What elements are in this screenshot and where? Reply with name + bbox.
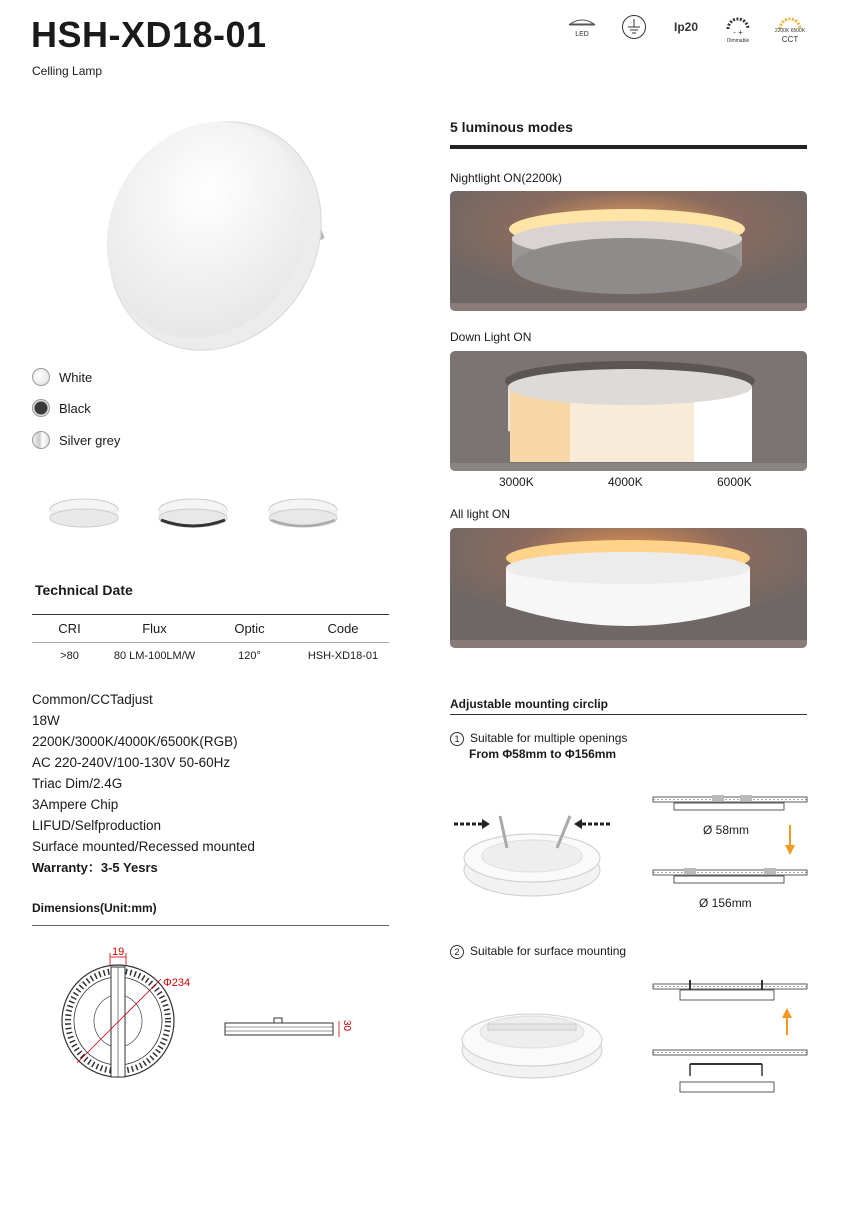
- cct-label: 4000K: [608, 475, 643, 489]
- ceiling-58-drawing: [652, 793, 808, 822]
- dimension-top-drawing: [55, 945, 205, 1090]
- product-image: [95, 110, 330, 365]
- ip-rating-icon: Ip20: [673, 20, 698, 34]
- surface-mounted-drawing: [652, 980, 808, 1009]
- product-subtitle: Celling Lamp: [32, 64, 103, 78]
- divider: [450, 145, 807, 149]
- warranty: Warranty：3-5 Yesrs: [32, 860, 158, 875]
- white-swatch-icon: [32, 368, 50, 386]
- step-number: 2: [450, 945, 464, 959]
- table-cell: >80: [60, 650, 79, 662]
- spec-line: Surface mounted/Recessed mounted: [32, 839, 255, 854]
- dimensions-heading: Dimensions(Unit:mm): [32, 901, 157, 915]
- dimmable-icon: - + Dimmable: [719, 14, 757, 44]
- arrow-down-icon: [783, 825, 797, 862]
- feature-icons: [563, 14, 809, 44]
- spec-line: 2200K/3000K/4000K/6500K(RGB): [32, 734, 238, 749]
- mounting-step-2: 2 Suitable for surface mounting: [450, 944, 626, 959]
- downlight-label: Down Light ON: [450, 330, 532, 344]
- led-icon: LED: [563, 14, 601, 38]
- ceiling-156-drawing: [652, 866, 808, 895]
- alllight-label: All light ON: [450, 507, 511, 521]
- divider: [450, 714, 807, 715]
- table-cell: 120°: [238, 650, 261, 662]
- lamp-recessed-drawing: [452, 808, 612, 908]
- column-header: Flux: [107, 615, 202, 643]
- nightlight-label: Nightlight ON(2200k): [450, 171, 563, 185]
- cct-label: 6000K: [717, 475, 752, 489]
- spec-line: Triac Dim/2.4G: [32, 776, 123, 791]
- divider: [32, 925, 389, 926]
- dimension-side-drawing: [223, 1015, 343, 1048]
- width-label: 19: [112, 946, 125, 958]
- downlight-image: [450, 351, 807, 471]
- ground-icon: [615, 14, 653, 40]
- spec-line: 3Ampere Chip: [32, 797, 119, 812]
- side-view-white: [48, 496, 120, 535]
- mounting-heading: Adjustable mounting circlip: [450, 697, 609, 711]
- table-cell: HSH-XD18-01: [307, 650, 379, 662]
- spec-line: AC 220-240V/100-130V 50-60Hz: [32, 755, 231, 770]
- diameter-label: Φ234: [163, 977, 191, 989]
- table-row: [32, 643, 389, 670]
- color-option-silver: Silver grey: [32, 431, 120, 449]
- mounting-range: From Φ58mm to Φ156mm: [469, 747, 617, 761]
- modes-heading: 5 luminous modes: [450, 119, 573, 135]
- cct-label: 3000K: [499, 475, 534, 489]
- table-cell: 80 LM-100LM/W: [113, 650, 196, 662]
- side-view-silver: [267, 496, 339, 535]
- step-number: 1: [450, 732, 464, 746]
- cct-icon: 2200K 6500K CCT: [771, 14, 809, 44]
- product-title: HSH-XD18-01: [31, 14, 267, 55]
- side-view-black: [157, 496, 229, 535]
- spec-line: 18W: [32, 713, 60, 728]
- diameter-156-label: Ø 156mm: [699, 896, 752, 910]
- black-swatch-icon: [32, 399, 50, 417]
- diameter-58-label: Ø 58mm: [703, 823, 750, 837]
- column-header: Code: [297, 615, 389, 643]
- height-label: 30: [341, 1020, 352, 1032]
- technical-heading: Technical Date: [35, 582, 133, 598]
- technical-table: [32, 614, 389, 669]
- column-header: Optic: [202, 615, 297, 643]
- color-option-black: Black: [32, 399, 91, 417]
- spec-line: LIFUD/Selfproduction: [32, 818, 162, 833]
- color-option-white: White: [32, 368, 92, 386]
- silver-swatch-icon: [32, 431, 50, 449]
- nightlight-image: [450, 191, 807, 311]
- mounting-step-1: 1 Suitable for multiple openings: [450, 731, 627, 746]
- alllight-image: [450, 528, 807, 648]
- table-header-row: [32, 615, 389, 643]
- spec-list: [32, 689, 255, 878]
- column-header: CRI: [32, 615, 107, 643]
- surface-before-drawing: [652, 1046, 808, 1101]
- lamp-surface-drawing: [458, 1000, 608, 1090]
- spec-line: Common/CCTadjust: [32, 692, 153, 707]
- arrow-up-icon: [780, 1008, 794, 1041]
